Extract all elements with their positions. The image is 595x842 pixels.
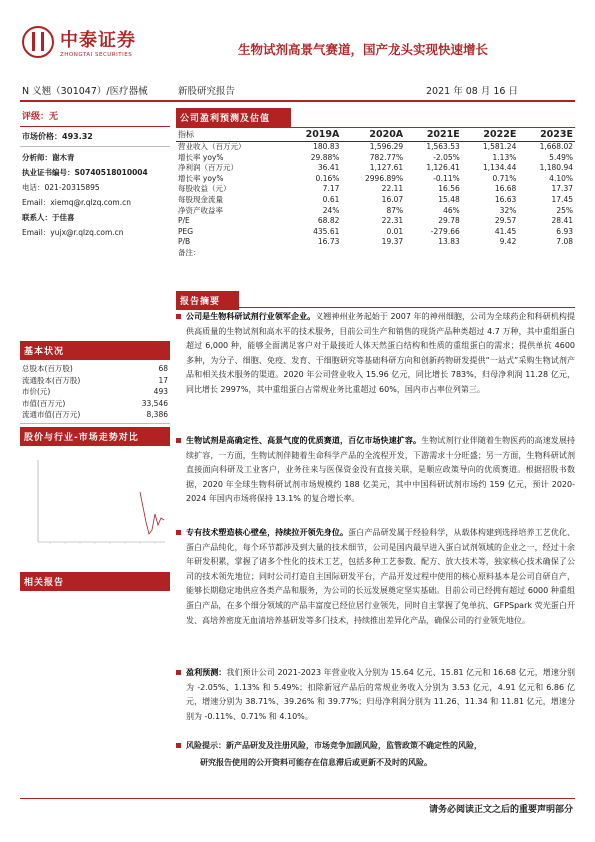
fin-cell: 29.88% xyxy=(310,152,340,162)
fin-cell: 24% xyxy=(322,205,340,215)
report-type: 新股研究报告 xyxy=(178,86,236,97)
fin-cell: 435.61 xyxy=(313,226,340,236)
logo-text xyxy=(60,26,136,58)
paragraph-body: 义翘神州业务起始于 2007 年的神州细胞，公司为全球药企和科研机构提供高质量的生物试剂和高水平的技术服务，目前公司生产和销售的现货产品种类超过 4.7 万种，其中重组蛋白超过 6,000 种，能够全面满足客户对于最接近人体天然蛋白结构和性质的重组蛋白的需求；提供单抗 4600 多种，为分子、细胞、免疫、发育、干细胞研究等基础科研方向和创新药物研发提供“一站式”采购生物试剂产品和相关技术服务的渠道。2020 年公司营业收入 15.96 亿元，同比增长 783%，归母净利润 11.28 亿元，同比增长 2997%，其中重组蛋白占常规业务比重超过 60%，国内市占率位列第三。 xyxy=(186,312,575,394)
fin-row xyxy=(176,195,575,206)
fin-cell: 22.11 xyxy=(381,184,404,194)
brand-logo xyxy=(22,26,136,58)
fin-cell xyxy=(518,248,575,259)
fin-cell: 32% xyxy=(499,205,517,215)
logo-mark-icon xyxy=(22,26,54,58)
fin-row xyxy=(176,184,575,195)
risk-warning xyxy=(186,737,575,771)
risk-line-2: 研究报告使用的公开资料可能存在信息滞后或更新不及时的风险。 xyxy=(200,758,432,767)
fin-cell: 1,596.29 xyxy=(369,142,404,151)
fin-cell: 41.45 xyxy=(494,226,517,236)
brand-name-en: ZHONGTAI SECURITIES xyxy=(60,52,133,58)
fin-cell: 1.13% xyxy=(492,152,517,162)
bullet-icon xyxy=(176,314,181,319)
report-title: 生物试剂高景气赛道，国产龙头实现快速增长 xyxy=(238,42,489,57)
bullet-icon xyxy=(176,438,181,443)
fin-cell: 36.41 xyxy=(317,163,340,173)
paragraph-lead: 公司是生物科研试剂行业领军企业。 xyxy=(186,312,316,321)
fin-row xyxy=(176,206,575,217)
price-chart-section xyxy=(20,427,170,446)
fin-cell: 1,180.94 xyxy=(539,163,573,173)
fin-cell: 15.48 xyxy=(438,194,460,204)
fin-row-label: P/E xyxy=(178,216,190,226)
fin-cell: 1,668.02 xyxy=(539,142,573,151)
fin-cell: 28.41 xyxy=(551,216,573,226)
fin-row-label: 增长率 yoy% xyxy=(178,173,224,183)
fin-cell: 0.61 xyxy=(322,194,340,204)
analyst-email[interactable]: Email：xiemq@r.qlzq.com.cn xyxy=(22,198,131,207)
bullet-icon xyxy=(176,530,181,535)
basic-info-title: 基本状况 xyxy=(20,341,170,360)
fin-cell: 4.10% xyxy=(549,173,573,183)
fin-cell: 25% xyxy=(556,205,573,215)
fin-row xyxy=(176,142,575,153)
company-code: N 义翘（301047）/医疗器械 xyxy=(22,86,148,97)
basic-label: 总股本(百万股) xyxy=(22,364,73,373)
fin-header-row xyxy=(176,128,575,142)
fin-row xyxy=(176,227,575,238)
fin-row-label: 营业收入（百万元） xyxy=(178,142,246,151)
fin-cell: 17.37 xyxy=(551,184,573,194)
fin-cell: 16.56 xyxy=(438,184,460,194)
fin-table xyxy=(176,128,575,259)
fin-cell: 7.08 xyxy=(556,237,573,247)
fin-cell: 1,581.24 xyxy=(482,142,517,151)
price-chart-svg xyxy=(20,452,170,564)
paragraph-body: 生物试剂行业伴随着生物医药的高速发展持续扩容，一方面，生物试剂伴随着生命科学产品的全流程开发，下游需求十分旺盛；另一方面，生物科研试剂直接面向科研及工业客户，业务往来与医保资金没有直接关联，是顺应政策导向的优质赛道。根据招股书数据，2020 年全球生物科研试剂市场规模约 188 亿美元，其中中国科研试剂市场约 159 亿元，预计 2020-2024 年国内市场将保持 13.1% 的复合增长率。 xyxy=(186,436,576,504)
related-reports-title: 相关报告 xyxy=(20,572,170,591)
fin-cell: 16.68 xyxy=(494,184,517,194)
basic-label: 市价(元) xyxy=(22,387,51,396)
fin-cell xyxy=(341,248,405,259)
fin-cell: 0.16% xyxy=(315,173,340,183)
basic-row xyxy=(20,363,170,375)
left-sidebar xyxy=(20,105,170,588)
fin-header-cell: 2021E xyxy=(405,128,462,142)
fin-cell: 180.83 xyxy=(313,142,340,151)
price-chart-title: 股价与行业-市场走势对比 xyxy=(20,427,170,446)
abstract-paragraph-3 xyxy=(186,526,575,628)
fin-cell: -279.66 xyxy=(430,226,460,236)
paragraph-lead: 生物试剂是高确定性、高景气度的优质赛道，百亿市场快速扩容。 xyxy=(186,436,422,445)
contact-email[interactable]: Email：yujx@r.qlzq.com.cn xyxy=(22,228,124,237)
basic-label: 流通股本(百万股) xyxy=(22,375,81,385)
fin-cell: 16.73 xyxy=(317,237,340,247)
fin-cell: 0.01 xyxy=(386,226,404,236)
fin-row-label: P/B xyxy=(178,237,191,247)
price-line xyxy=(140,492,164,534)
fin-cell: 6.93 xyxy=(556,226,573,236)
basic-value: 68 xyxy=(158,364,168,373)
fin-row-label: 净资产收益率 xyxy=(178,205,223,215)
basic-value: 17 xyxy=(158,375,168,385)
fin-cell: 5.49% xyxy=(549,152,573,162)
bottom-rule xyxy=(20,798,575,799)
paragraph-body: 我们预计公司 2021-2023 年营业收入分别为 15.64 亿元、15.81 亿元和 16.68 亿元，增速分别为 -2.05%、1.13% 和 5.49%；扣除新冠产品后的常规业务收入分别为 3.53 亿元，4.91 亿元和 6.86 亿元，增速分别为 38.71%、39.26% 和 39.77%；归母净利润分别为 11.26、11.34 和 11.81 亿元，增速分别为 -0.11%、0.71% 和 4.10%。 xyxy=(186,668,575,721)
abstract-rule xyxy=(176,307,575,308)
fin-cell: 1,126.41 xyxy=(426,163,460,173)
market-price: 市场价格：493.32 xyxy=(20,127,170,147)
fin-cell: 17.45 xyxy=(551,194,573,204)
paragraph-lead: 盈利预测： xyxy=(186,668,227,677)
top-rule xyxy=(20,100,575,102)
abstract-paragraph-1 xyxy=(186,310,575,398)
fin-table-title: 公司盈利预测及估值 xyxy=(176,108,291,127)
fin-row xyxy=(176,174,575,185)
fin-cell: 29.78 xyxy=(438,216,460,226)
basic-row xyxy=(20,409,170,421)
brand-name-cn: 中泰证券 xyxy=(60,30,136,51)
analyst-name: 分析师：谢木青 xyxy=(22,153,75,162)
fin-header-cell: 2019A xyxy=(284,128,341,142)
analyst-block xyxy=(20,147,170,240)
bullet-icon xyxy=(176,670,181,675)
bullet-icon xyxy=(176,743,181,748)
fin-header-cell: 2020A xyxy=(341,128,405,142)
fin-cell: 13.83 xyxy=(438,237,460,247)
fin-header-cell: 2022E xyxy=(462,128,519,142)
basic-info xyxy=(20,341,170,424)
basic-value: 493 xyxy=(153,387,168,396)
fin-cell: 1,134.44 xyxy=(482,163,517,173)
rating: 评级：无 xyxy=(20,105,170,127)
fin-cell: -0.11% xyxy=(433,173,460,183)
report-date: 2021 年 08 月 16 日 xyxy=(426,86,518,97)
abstract-paragraph-2 xyxy=(186,434,575,507)
fin-row xyxy=(176,216,575,227)
fin-cell xyxy=(462,248,519,259)
paragraph-lead: 专有技术塑造核心壁垒，持续拉开领先身位。 xyxy=(186,528,349,537)
fin-row-label: 净利润（百万元） xyxy=(178,163,238,173)
fin-cell: 1,563.53 xyxy=(426,142,460,151)
fin-row-label: 每股现金流量 xyxy=(178,194,223,204)
basic-value: 33,546 xyxy=(141,398,168,408)
fin-cell: 9.42 xyxy=(499,237,517,247)
fin-cell xyxy=(405,248,462,259)
basic-info-list xyxy=(20,360,170,424)
fin-row-label: 备注： xyxy=(178,247,201,257)
fin-row-label: 每股收益（元） xyxy=(178,184,231,194)
basic-label: 市值(百万元) xyxy=(22,398,66,408)
fin-row-label: 增长率 yoy% xyxy=(178,152,224,162)
basic-row xyxy=(20,398,170,410)
fin-cell xyxy=(284,248,341,259)
basic-row xyxy=(20,375,170,387)
fin-row-label: PEG xyxy=(178,226,194,236)
cert-number: 执业证书编号：S0740518010004 xyxy=(22,168,148,177)
fin-cell: 782.77% xyxy=(369,152,404,162)
fin-row xyxy=(176,248,575,259)
basic-value: 8,386 xyxy=(146,410,168,419)
fin-cell: -2.05% xyxy=(433,152,460,162)
fin-cell: 16.63 xyxy=(494,194,517,204)
fin-row xyxy=(176,237,575,248)
fin-cell: 19.37 xyxy=(381,237,404,247)
fin-cell: 22.31 xyxy=(381,216,404,226)
fin-cell: 2996.89% xyxy=(365,173,404,183)
contact-name: 联系人：于佳喜 xyxy=(22,213,75,222)
fin-cell: 87% xyxy=(386,205,404,215)
abstract-title: 报告摘要 xyxy=(176,291,239,310)
abstract-paragraph-4 xyxy=(186,666,575,724)
fin-cell: 68.82 xyxy=(317,216,340,226)
related-reports-section xyxy=(20,572,170,591)
price-chart xyxy=(20,452,170,564)
fin-table-body xyxy=(176,142,575,259)
basic-row xyxy=(20,386,170,398)
fin-header-cell: 2023E xyxy=(518,128,575,142)
fin-header-cell: 指标 xyxy=(176,128,284,142)
paragraph-body: 蛋白产品研发属于经验科学，从载体构建到选择培养工艺优化、蛋白产品纯化，每个环节都涉及到大量的技术细节，公司是国内最早进入蛋白试剂领域的企业之一，经过十余年研发积累，掌握了诸多个性化的技术工艺，包括多种工艺参数、配方、放大技术等，独家核心技术确保了公司的技术领先地位；同时公司打造自主国际研发平台，产品开发过程中使用的核心原料基本是公司自研自产，能够长期稳定地供应各类产品和服务，为公司的长远发展奠定坚实基础。目前公司已经拥有超过 6000 种重组蛋白产品，在多个细分领域的产品丰富度已经位居行业领先，同时自主掌握了兔单抗、GFPSpark 荧光蛋白开发、高培养密度无血清培养基研发等多门技术，持续推出差异化产品，确保公司的行业领先地位。 xyxy=(186,528,576,625)
fin-row xyxy=(176,153,575,164)
footer-disclaimer: 请务必阅读正文之后的重要声明部分 xyxy=(428,805,573,815)
analyst-phone: 电话：021-20315895 xyxy=(22,183,100,192)
fin-row xyxy=(176,163,575,174)
fin-cell: 29.57 xyxy=(494,216,517,226)
fin-cell: 0.71% xyxy=(492,173,517,183)
fin-cell: 1,127.61 xyxy=(369,163,404,173)
fin-cell: 46% xyxy=(443,205,460,215)
financial-forecast xyxy=(176,108,575,259)
fin-cell: 16.07 xyxy=(381,194,404,204)
fin-cell: 7.17 xyxy=(322,184,340,194)
risk-line-1: 风险提示：新产品研发及注册风险，市场竞争加剧风险，监管政策不确定性的风险， xyxy=(186,741,482,750)
basic-label: 流通市值(百万元) xyxy=(22,410,81,419)
